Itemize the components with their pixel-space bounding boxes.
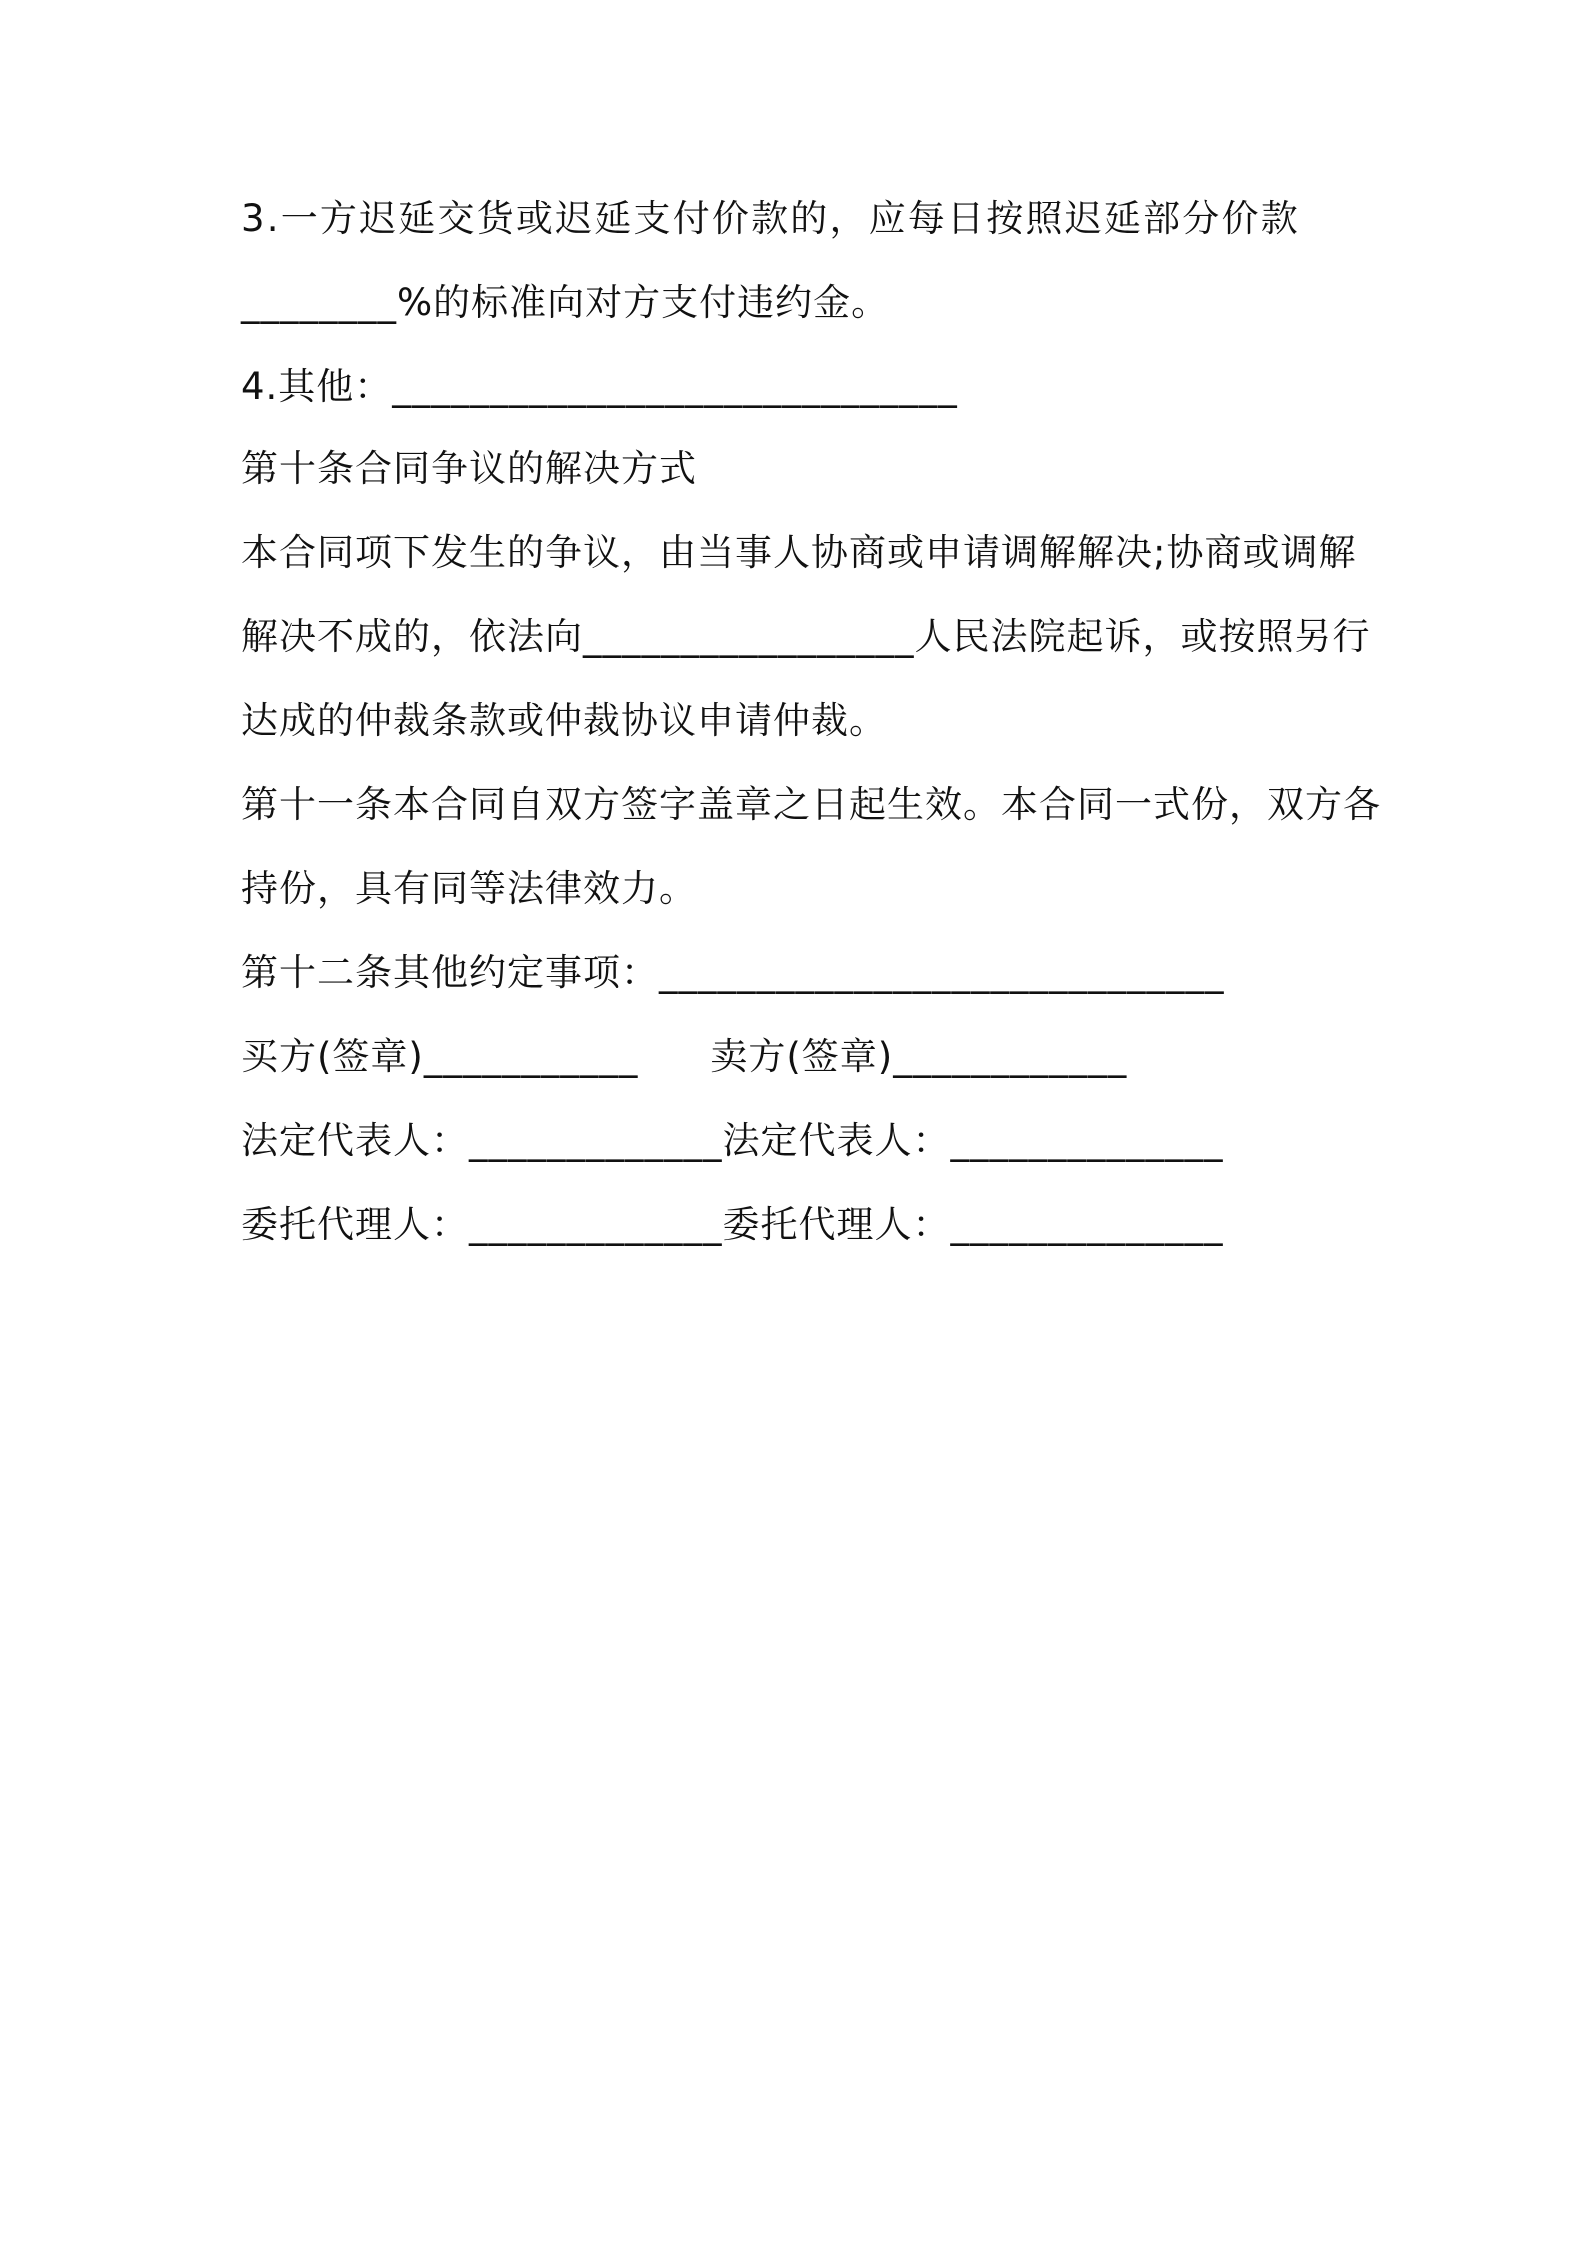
seller-signature: 卖方(签章)____________ xyxy=(710,1035,1128,1078)
clause-9-item-3-line-2: ________%的标准向对方支付违约金。 xyxy=(241,281,890,324)
seller-agent: 委托代理人：______________ xyxy=(722,1203,1224,1246)
buyer-agent: 委托代理人：_____________ xyxy=(241,1203,723,1246)
clause-12: 第十二条其他约定事项：_____________________________ xyxy=(241,951,1225,994)
clause-10-text-line-3: 达成的仲裁条款或仲裁协议申请仲裁。 xyxy=(241,699,887,742)
clause-11-line-1: 第十一条本合同自双方签字盖章之日起生效。本合同一式份，双方各 xyxy=(241,783,1381,826)
clause-10-heading: 第十条合同争议的解决方式 xyxy=(241,447,697,490)
clause-11-line-2: 持份，具有同等法律效力。 xyxy=(241,867,697,910)
signature-row-party xyxy=(241,1033,1361,1081)
clause-9-item-4: 4.其他：_____________________________ xyxy=(241,365,958,408)
signature-row-agent xyxy=(241,1201,1361,1249)
seller-representative: 法定代表人：______________ xyxy=(722,1119,1224,1162)
buyer-signature: 买方(签章)___________ xyxy=(241,1035,639,1078)
buyer-representative: 法定代表人：_____________ xyxy=(241,1119,723,1162)
document-body xyxy=(241,195,1381,1249)
clause-9-item-3-line-1: 3.一方迟延交货或迟延支付价款的，应每日按照迟延部分价款 xyxy=(241,197,1300,240)
signature-row-representative xyxy=(241,1117,1361,1165)
clause-10-text-line-1: 本合同项下发生的争议，由当事人协商或申请调解解决;协商或调解 xyxy=(241,531,1357,574)
clause-10-text-line-2: 解决不成的，依法向_________________人民法院起诉，或按照另行 xyxy=(241,615,1371,658)
